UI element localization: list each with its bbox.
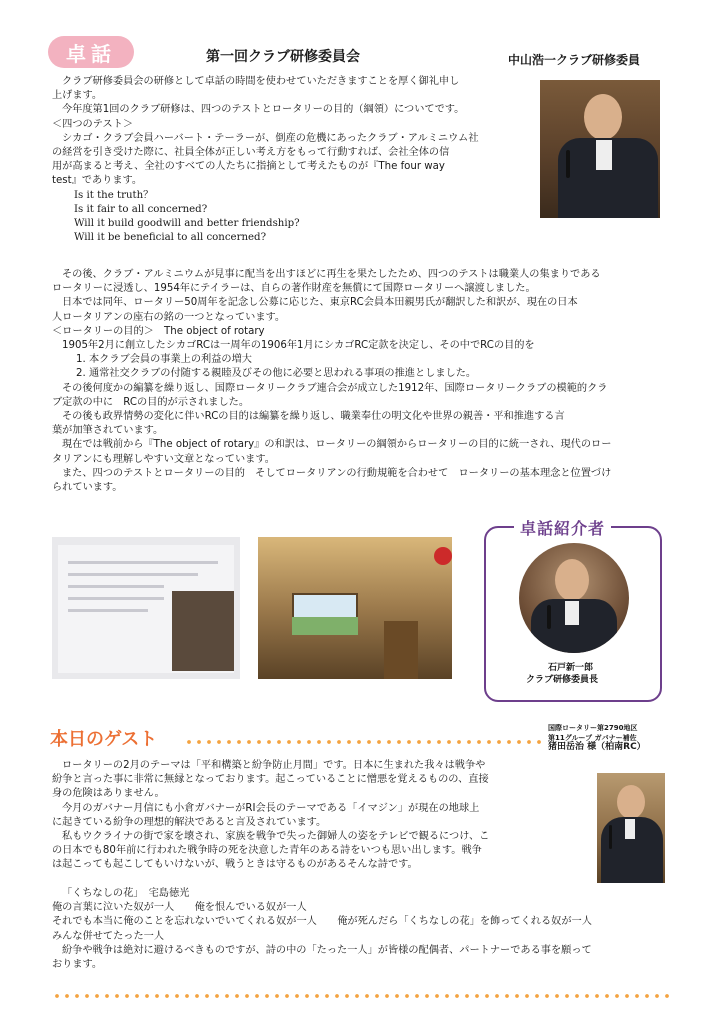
guest-name: 猪田岳治 様（柏南RC） (548, 742, 646, 752)
guest-poem (52, 887, 672, 972)
paragraph-line: 今年度第1回のクラブ研修は、四つのテストとロータリーの目的（綱領）についてです。 (62, 104, 465, 116)
paragraph-line: 葉が加筆されています。 (52, 425, 164, 437)
object-item: 2. 通常社交クラブの付随する親睦及びその他に必要と思われる事項の推進としました。 (76, 368, 477, 380)
four-way-test-item: Is it the truth？ (74, 189, 154, 201)
object-item: 1. 本クラブ会員の事業上の利益の増大 (76, 354, 252, 366)
paragraph-line: ロータリーに浸透し、1954年にテイラーは、自らの著作財産を無償にて国際ロータリーへ譲渡しました。 (52, 283, 536, 295)
paragraph-line: test』であります。 (52, 175, 143, 187)
paragraph-line: 紛争や戦争は絶対に避けるべきものですが、詩の中の「たった一人」が皆様の配偶者、パートナーである事を願って (62, 944, 592, 956)
paragraph-line: ロータリーの2月のテーマは「平和構築と紛争防止月間」です。日本に生まれた我々は戦争や (62, 760, 486, 771)
page-title: 第一回クラブ研修委員会 (206, 49, 360, 65)
guest-photo (597, 773, 665, 883)
paragraph-line: 現在では戦前から『The object of rotary』の和訳は、ロータリーの綱領からロータリーの目的に統一され、現代のロー (62, 439, 612, 451)
poem-line: それでも本当に俺のことを忘れないでいてくれる奴が一人 俺が死んだら「くちなしの花」を飾ってくれる奴が一人 (52, 916, 592, 928)
introducer-photo (519, 543, 629, 653)
paragraph-line: また、四つのテストとロータリーの目的 そしてロータリアンの行動規範を合わせて ロータリーの基本理念と位置づけ (62, 467, 612, 479)
paragraph-line: は起こっても起こしてもいけないが、戦うときは守るものがあるそんな詩です。 (52, 859, 418, 871)
paragraph-line: 用が高まると考え、全社のすべての人たちに指摘として考えたものが『The four way (52, 161, 445, 173)
paragraph-line: その後も政界情勢の変化に伴いRCの目的は編纂を繰り返し、職業奉仕の明文化や世界の親善・平和推進する言 (62, 411, 565, 423)
subheading: ＜ロータリーの目的＞ The object of rotary (52, 325, 265, 337)
dotted-divider (184, 737, 544, 747)
dotted-divider-bottom (52, 991, 672, 1001)
subheading: ＜四つのテスト＞ (52, 118, 134, 130)
article-body-bottom (52, 268, 687, 495)
paragraph-line: おります。 (52, 959, 103, 971)
paragraph-line: その後、クラブ・アルミニウムが見事に配当を出すほどに再生を果たしたため、四つのテストは職業人の集まりである (62, 269, 601, 280)
paragraph-line: 日本では同年、ロータリー50周年を記念し公募に応じた、東京RC会員本田親男氏が翻訳した和訳が、現在の日本 (62, 297, 578, 309)
paragraph-line: クラブ研修委員会の研修として卓話の時間を使わせていただきますことを厚く御礼申し (62, 76, 460, 87)
paragraph-line: 私もウクライナの街で家を壊され、家族を戦争で失った御婦人の姿をテレビで観るにつけ、こ (62, 831, 490, 843)
paragraph-line: その後何度かの編纂を繰り返し、国際ロータリークラブ連合会が成立した1912年、国際ロータリークラブの模範的クラ (62, 382, 608, 394)
paragraph-line: 身の危険はありません。 (52, 788, 165, 800)
introducer-role: クラブ研修委員長 (526, 675, 599, 685)
paragraph-line: の経営を引き受けた際に、社員全体が正しい考え方をもって行動すれば、会社全体の信 (52, 147, 450, 159)
paragraph-line: 今月のガバナー月信にも小倉ガバナーがRI会長のテーマである「イマジン」が現在の地球上 (62, 802, 480, 814)
paragraph-line: 1905年2月に創立したシカゴRCは一周年の1906年1月にシカゴRC定款を決定し、その中でRCの目的を (62, 340, 535, 352)
guest-org: 国際ロータリー第2790地区 (548, 724, 638, 732)
speaker-photo (540, 80, 660, 218)
paragraph-line: シカゴ・クラブ会員ハーバート・テーラーが、倒産の危機にあったクラブ・アルミニウム社 (62, 132, 479, 144)
guest-info (548, 724, 646, 753)
paragraph-line: られています。 (52, 482, 123, 494)
section-badge: 卓話 (48, 36, 134, 68)
four-way-test-item: Is it fair to all concerned? (74, 203, 208, 215)
paragraph-line: に起きている紛争の理想的解決であると言及されています。 (52, 816, 327, 828)
poem-line: 俺の言葉に泣いた奴が一人 俺を恨んでいる奴が一人 (52, 902, 307, 914)
poem-line: みんな併せてたった一人 (52, 930, 165, 942)
introducer-title: 卓話紹介者 (514, 516, 611, 539)
four-way-test-item: Will it build goodwill and better friendship? (74, 218, 300, 230)
guest-speech (52, 759, 592, 873)
article-body-top (52, 75, 532, 245)
guest-section-title: 本日のゲスト (50, 729, 158, 750)
paragraph-line: 紛争と言った事に非常に無縁となっております。起こっていることに憎悪を覚えるものの、直接 (52, 774, 489, 786)
meeting-hall-photo (258, 537, 452, 679)
paragraph-line: 上げます。 (52, 90, 103, 102)
paragraph-line: 人ロータリアンの座右の銘の一つとなっています。 (52, 311, 286, 323)
slide-photo (52, 537, 240, 679)
poem-title: 「くちなしの花」 宅島徳光 (62, 888, 190, 899)
paragraph-line: ブ定款の中に RCの目的が示されました。 (52, 396, 250, 408)
paragraph-line: の日本でも80年前に行われた戦争時の死を決意した青年のある詩をいつも思い出します。戦争 (52, 845, 482, 857)
introducer-name: 石戸新一郎 (548, 663, 594, 673)
four-way-test-item: Will it be beneficial to all concerned? (74, 232, 267, 244)
guest-group: 第11グループ ガバナー補佐 (548, 733, 637, 742)
paragraph-line: タリアンにも理解しやすい文章となっています。 (52, 453, 275, 465)
speaker-name: 中山浩一クラブ研修委員 (508, 53, 641, 67)
